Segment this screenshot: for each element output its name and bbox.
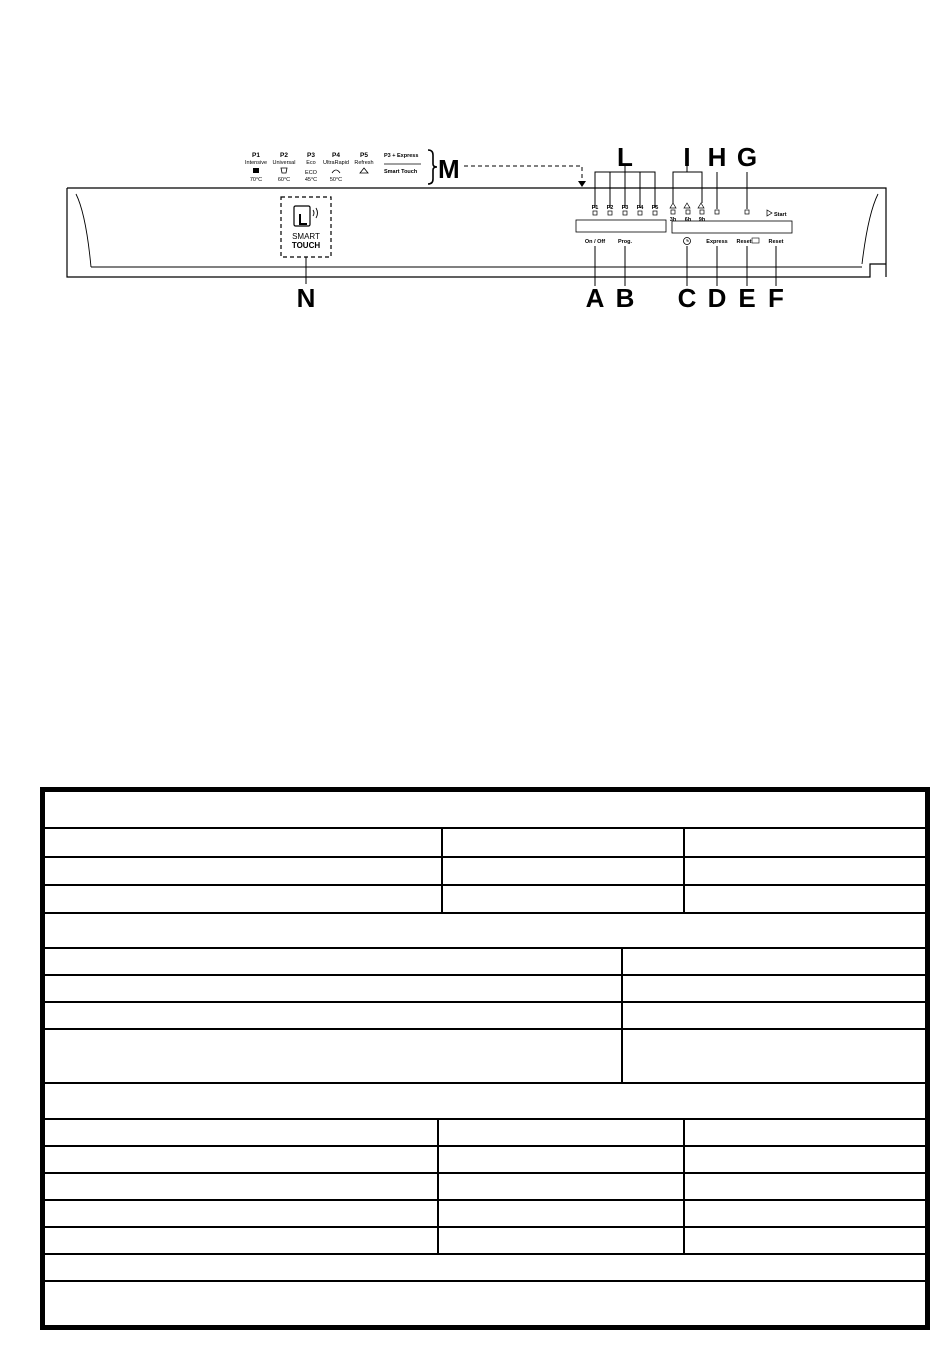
table-row	[45, 792, 925, 829]
table-row	[45, 1174, 925, 1201]
table-row	[45, 858, 925, 886]
salt-icon	[752, 238, 759, 243]
program-name: Eco	[306, 160, 316, 166]
reset-salt-button-label: Reset	[736, 239, 752, 245]
program-temp: 70°C	[249, 177, 263, 183]
table-row	[45, 949, 925, 976]
program-p5	[354, 152, 373, 173]
callout-n: N	[296, 283, 316, 313]
program-combo-line1: P3 + Express	[384, 153, 419, 159]
table-row	[45, 886, 925, 914]
program-code: P1	[252, 152, 260, 159]
smart-touch-line1: SMART	[292, 232, 320, 241]
callout-c: C	[677, 283, 697, 313]
universal-icon	[281, 168, 287, 173]
brace-icon	[428, 150, 437, 184]
indicator-p3: P3	[621, 205, 629, 211]
ultrarapid-icon	[332, 170, 340, 173]
program-display-strip	[576, 220, 666, 232]
callout-a: A	[585, 283, 605, 313]
callout-h: H	[707, 142, 727, 172]
program-code: P4	[332, 152, 340, 159]
indicator-p5: P5	[651, 205, 659, 211]
delay-3h-icon	[670, 203, 676, 208]
hand-icon	[300, 214, 307, 224]
program-temp: 45°C	[304, 177, 318, 183]
delay-3h-label: 3h	[669, 217, 677, 223]
table-row	[45, 1030, 925, 1084]
table-row	[45, 1201, 925, 1228]
program-name: UltraRapid	[323, 160, 349, 166]
delay-6h-icon	[684, 203, 690, 208]
callout-b: B	[615, 283, 635, 313]
eco-icon: ECO	[305, 170, 317, 176]
program-p1	[245, 152, 267, 183]
program-name: Intensive	[244, 160, 268, 166]
table-row	[45, 829, 925, 858]
table-row	[45, 976, 925, 1003]
smart-touch-line2: TOUCH	[291, 241, 321, 250]
program-name: Universal	[272, 160, 296, 166]
table-row	[45, 1228, 925, 1255]
program-name: Refresh	[354, 160, 374, 166]
nfc-icon	[313, 208, 318, 218]
delay-9h-label: 9h	[698, 217, 706, 223]
callout-d: D	[707, 283, 727, 313]
control-panel-diagram	[0, 0, 950, 330]
refresh-icon	[360, 168, 368, 173]
callout-e: E	[738, 283, 756, 313]
program-temp: 60°C	[277, 177, 291, 183]
table-row	[45, 1120, 925, 1147]
program-code: P3	[307, 152, 315, 159]
program-p3	[305, 152, 318, 183]
table-row	[45, 1003, 925, 1030]
arrow-down-icon	[578, 181, 586, 187]
delay-9h-icon	[698, 203, 704, 208]
program-combo-line2: Smart Touch	[384, 169, 418, 175]
table-row	[45, 1084, 925, 1120]
program-p4	[323, 152, 349, 183]
options-group	[670, 142, 792, 313]
callout-f: F	[768, 283, 784, 313]
program-code: P2	[280, 152, 288, 159]
program-legend	[245, 150, 586, 187]
delay-6h-label: 6h	[684, 217, 692, 223]
table-row	[45, 1255, 925, 1282]
table-row	[45, 1147, 925, 1174]
callout-i: I	[683, 142, 691, 172]
start-icon	[767, 210, 772, 216]
indicator-p2: P2	[606, 205, 614, 211]
callout-m: M	[438, 154, 460, 184]
intensive-icon	[253, 168, 259, 173]
panel-outline	[67, 188, 886, 277]
program-p2	[273, 152, 296, 183]
program-combo-box	[384, 153, 421, 175]
on-off-button-label: On / Off	[584, 239, 606, 245]
reset-button-label: Reset	[768, 239, 784, 245]
indicator-p1: P1	[591, 205, 599, 211]
blank-table	[40, 787, 930, 1330]
callout-g: G	[736, 142, 758, 172]
indicator-h	[715, 210, 719, 214]
program-code: P5	[360, 152, 368, 159]
prog-button-label: Prog.	[617, 239, 633, 245]
indicator-p4: P4	[636, 205, 644, 211]
smart-touch-area	[281, 197, 331, 313]
table-row	[45, 914, 925, 949]
express-button-label: Express	[706, 239, 728, 245]
indicator-g	[745, 210, 749, 214]
program-selector-group	[576, 142, 666, 313]
program-temp: 50°C	[329, 177, 343, 183]
callout-l: L	[617, 142, 633, 172]
start-label: Start	[774, 212, 787, 218]
